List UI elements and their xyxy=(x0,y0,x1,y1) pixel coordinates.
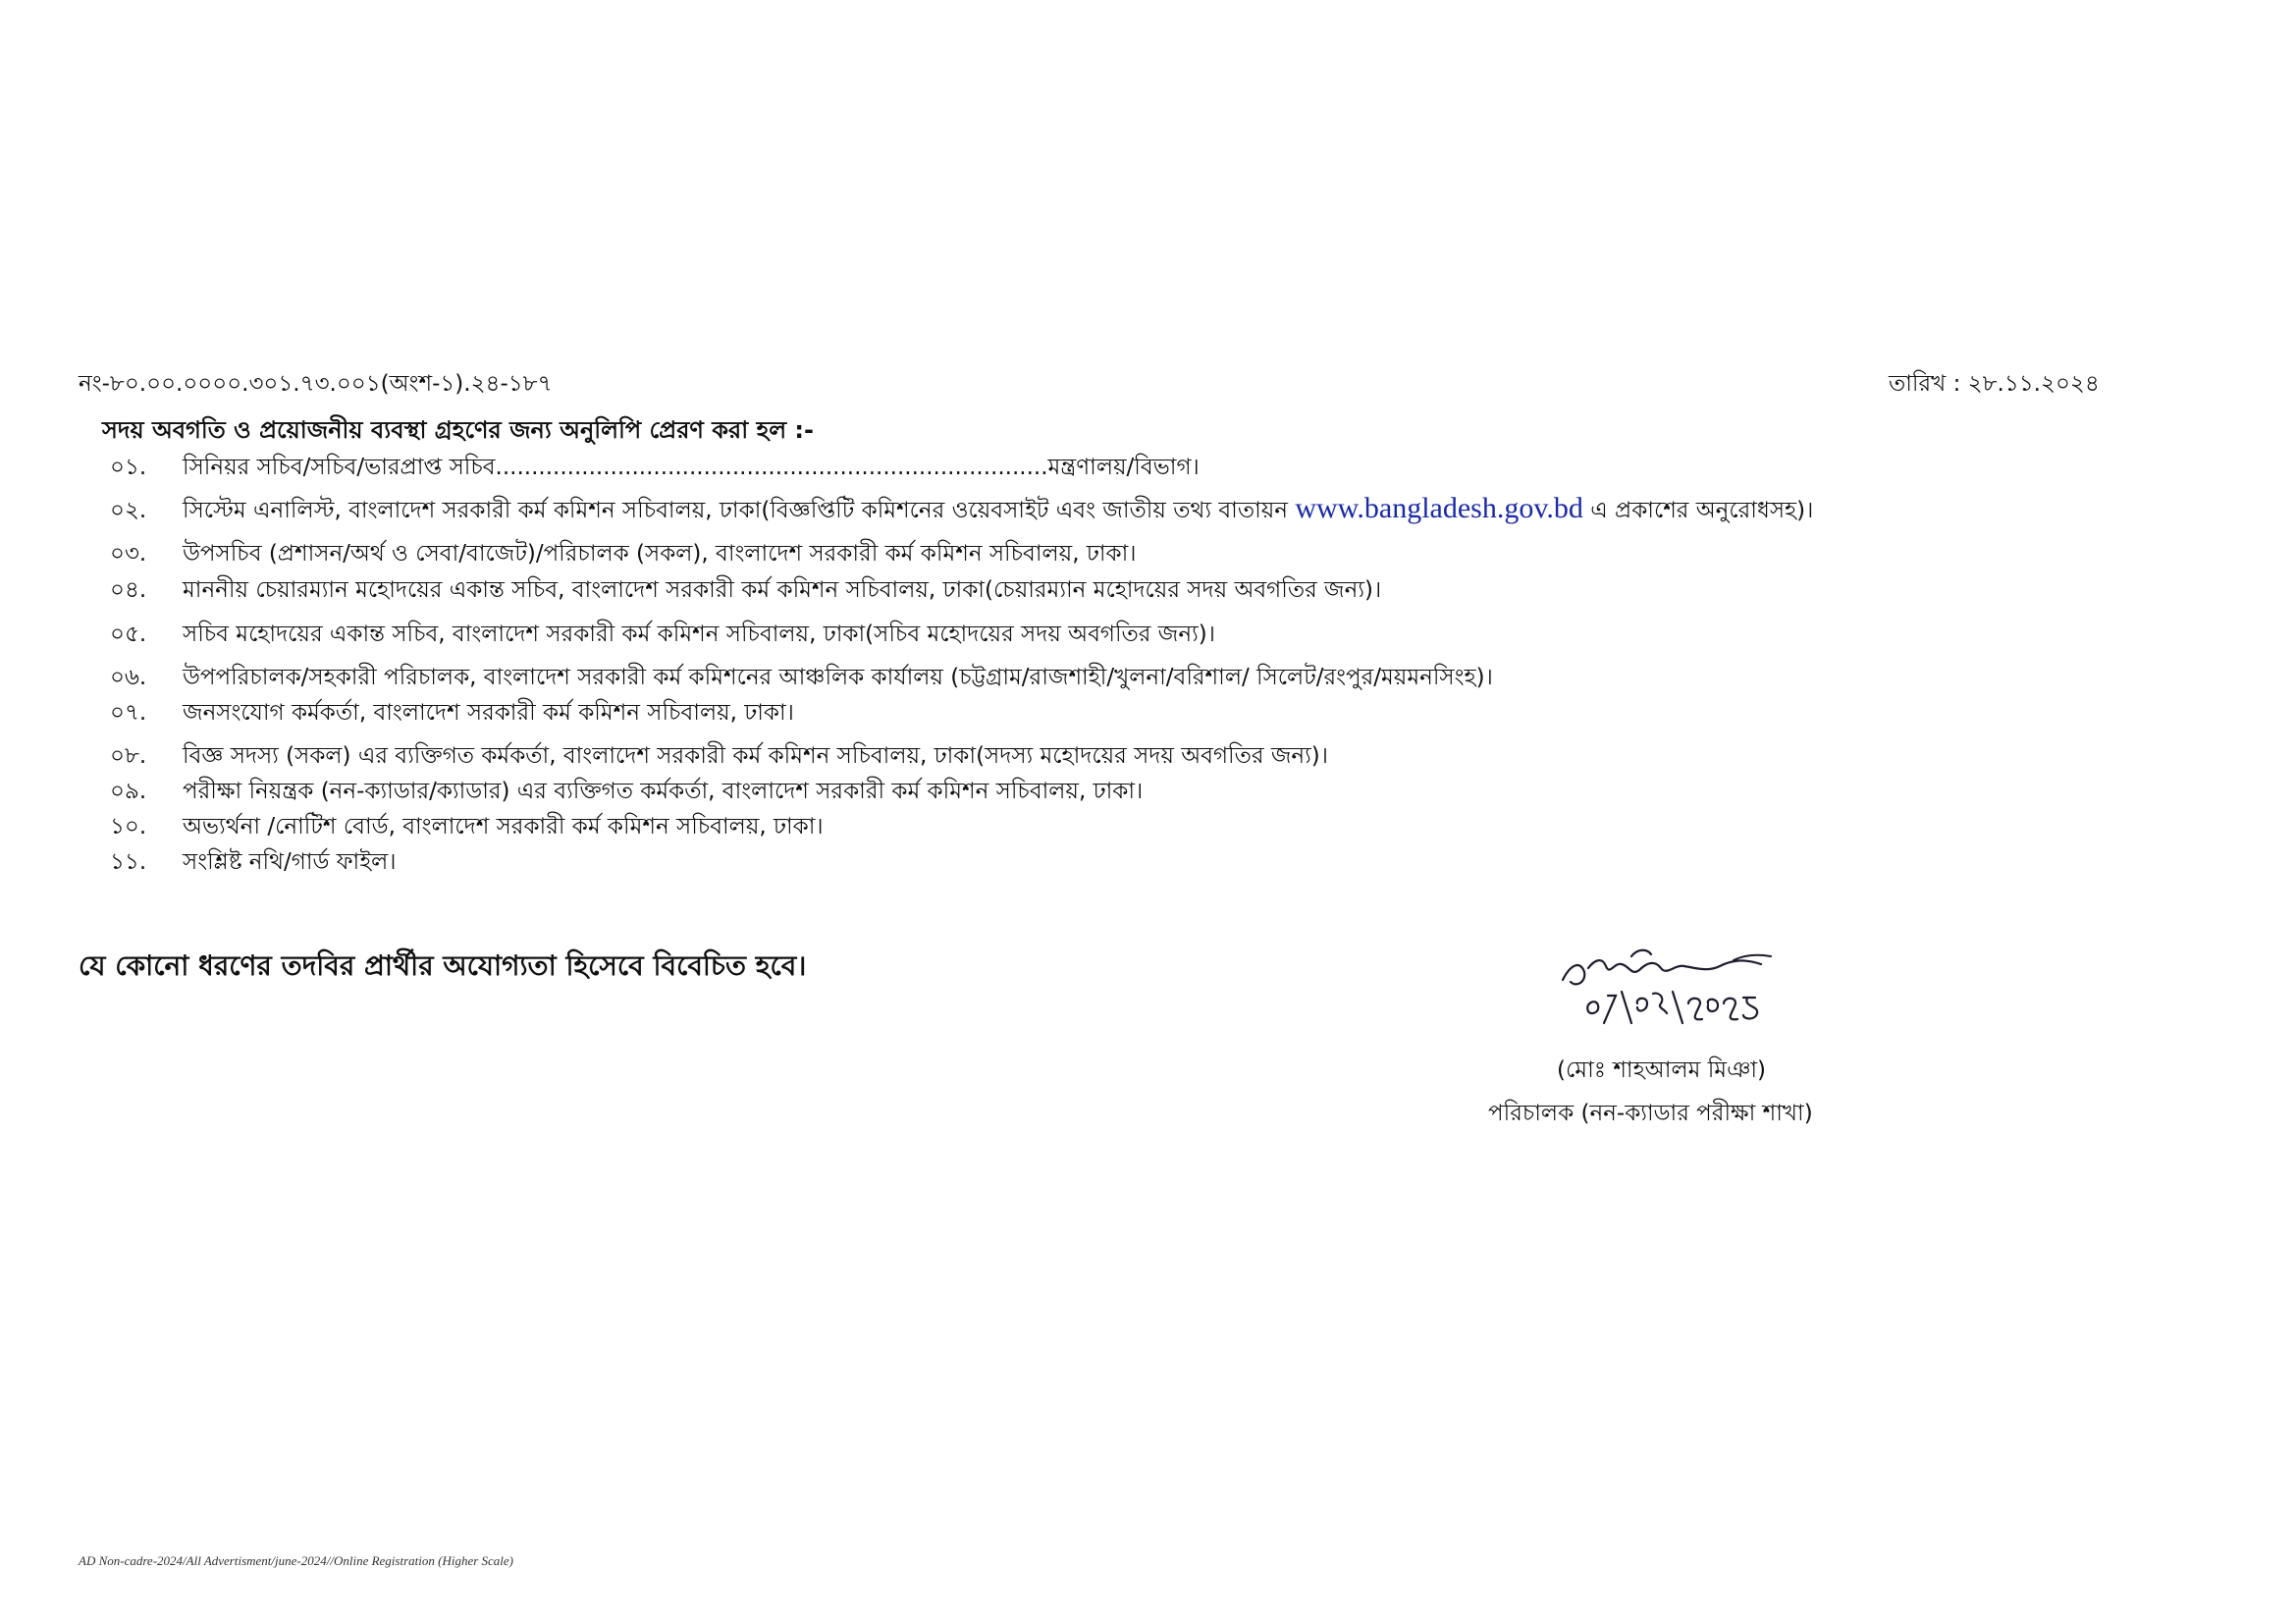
lobbying-warning: যে কোনো ধরণের তদবির প্রার্থীর অযোগ্যতা হিসেবে বিবেচিত হবে। xyxy=(79,949,807,982)
list-item-number: ০৯. xyxy=(110,779,147,804)
list-item-number: ১১. xyxy=(110,849,147,875)
list-item xyxy=(110,616,1215,654)
list-item-text: পরীক্ষা নিয়ন্ত্রক (নন-ক্যাডার/ক্যাডার) এর ব্যক্তিগত কর্মকর্তা, বাংলাদেশ সরকারী কর্ম কমিশন সচিবালয়, ঢাকা। xyxy=(183,779,1144,804)
signatory-name: (মোঃ শাহআলম মিঞা) xyxy=(1557,1057,1767,1083)
list-item xyxy=(110,492,1813,530)
list-item-text: অভ্যর্থনা /নোটিশ বোর্ড, বাংলাদেশ সরকারী কর্ম কমিশন সচিবালয়, ঢাকা। xyxy=(183,814,824,839)
list-item-text: বিজ্ঞ সদস্য (সকল) এর ব্যক্তিগত কর্মকর্তা, বাংলাদেশ সরকারী কর্ম কমিশন সচিবালয়, ঢাকা(সদস্য মহোদয়ের সদয় অবগতির জন্য)। xyxy=(183,743,1329,769)
list-item xyxy=(110,659,1493,697)
list-item-number: ০২. xyxy=(110,498,147,523)
list-item-number: ০৪. xyxy=(110,577,147,603)
memo-date: তারিখ : ২৮.১১.২০২৪ xyxy=(1889,371,2100,397)
list-item-text: জনসংযোগ কর্মকর্তা, বাংলাদেশ সরকারী কর্ম কমিশন সচিবালয়, ঢাকা। xyxy=(183,700,794,726)
list-item-text: সংশ্লিষ্ট নথি/গার্ড ফাইল। xyxy=(183,849,397,875)
list-item-text: সিনিয়র সচিব/সচিব/ভারপ্রাপ্ত সচিব.............................................................................মন্ত্রণালয়/বিভাগ। xyxy=(183,455,1200,480)
copy-distribution-intro: সদয় অবগতি ও প্রয়োজনীয় ব্যবস্থা গ্রহণের জন্য অনুলিপি প্রেরণ করা হল :- xyxy=(102,416,814,444)
list-item xyxy=(110,773,1143,811)
list-item xyxy=(110,571,1381,610)
list-item-text: মাননীয় চেয়ারম্যান মহোদয়ের একান্ত সচিব, বাংলাদেশ সরকারী কর্ম কমিশন সচিবালয়, ঢাকা(চেয়ারম্যান মহোদয়ের সদয় অবগতির জন্য)। xyxy=(183,577,1382,603)
list-item xyxy=(110,737,1328,776)
list-item-number: ০১. xyxy=(110,455,147,480)
list-item-number: ০৬. xyxy=(110,665,147,690)
list-item-number: ০৫. xyxy=(110,622,147,647)
memo-number: নং-৮০.০০.০০০০.৩০১.৭৩.০০১(অংশ-১).২৪-১৮৭ xyxy=(79,371,553,397)
list-item-number: ০৮. xyxy=(110,743,147,769)
list-item xyxy=(110,449,1200,487)
list-item-text: সচিব মহোদয়ের একান্ত সচিব, বাংলাদেশ সরকারী কর্ম কমিশন সচিবালয়, ঢাকা(সচিব মহোদয়ের সদয় অবগতির জন্য)। xyxy=(183,622,1215,647)
list-item-number: ০৩. xyxy=(110,541,147,567)
list-item-text-suffix: এ প্রকাশের অনুরোধসহ)। xyxy=(1582,498,1814,523)
signatory-title: পরিচালক (নন-ক্যাডার পরীক্ষা শাখা) xyxy=(1488,1101,1813,1126)
list-item xyxy=(110,535,1137,573)
list-item-number: ০৭. xyxy=(110,700,147,726)
list-item xyxy=(110,843,397,882)
list-item xyxy=(110,694,794,732)
list-item-text: উপপরিচালক/সহকারী পরিচালক, বাংলাদেশ সরকারী কর্ম কমিশনের আঞ্চলিক কার্যালয় (চট্টগ্রাম/রাজশাহী/খুলনা/বরিশাল/ সিলেট/রংপুর/ময়মনসিংহ)। xyxy=(183,665,1493,690)
list-item xyxy=(110,808,824,846)
list-item-text: সিস্টেম এনালিস্ট, বাংলাদেশ সরকারী কর্ম কমিশন সচিবালয়, ঢাকা(বিজ্ঞপ্তিটি কমিশনের ওয়েবসাইট এবং জাতীয় তথ্য বাতায়ন xyxy=(183,498,1296,523)
file-path-footer: AD Non-cadre-2024/All Advertisment/june-2024//Online Registration (Higher Scale) xyxy=(79,1553,514,1568)
list-item-number: ১০. xyxy=(110,814,147,839)
bangladesh-gov-link[interactable]: www.bangladesh.gov.bd xyxy=(1295,492,1583,524)
list-item-text: উপসচিব (প্রশাসন/অর্থ ও সেবা/বাজেট)/পরিচালক (সকল), বাংলাদেশ সরকারী কর্ম কমিশন সচিবালয়, ঢাকা। xyxy=(183,541,1137,567)
handwritten-signature xyxy=(1541,943,1836,1041)
